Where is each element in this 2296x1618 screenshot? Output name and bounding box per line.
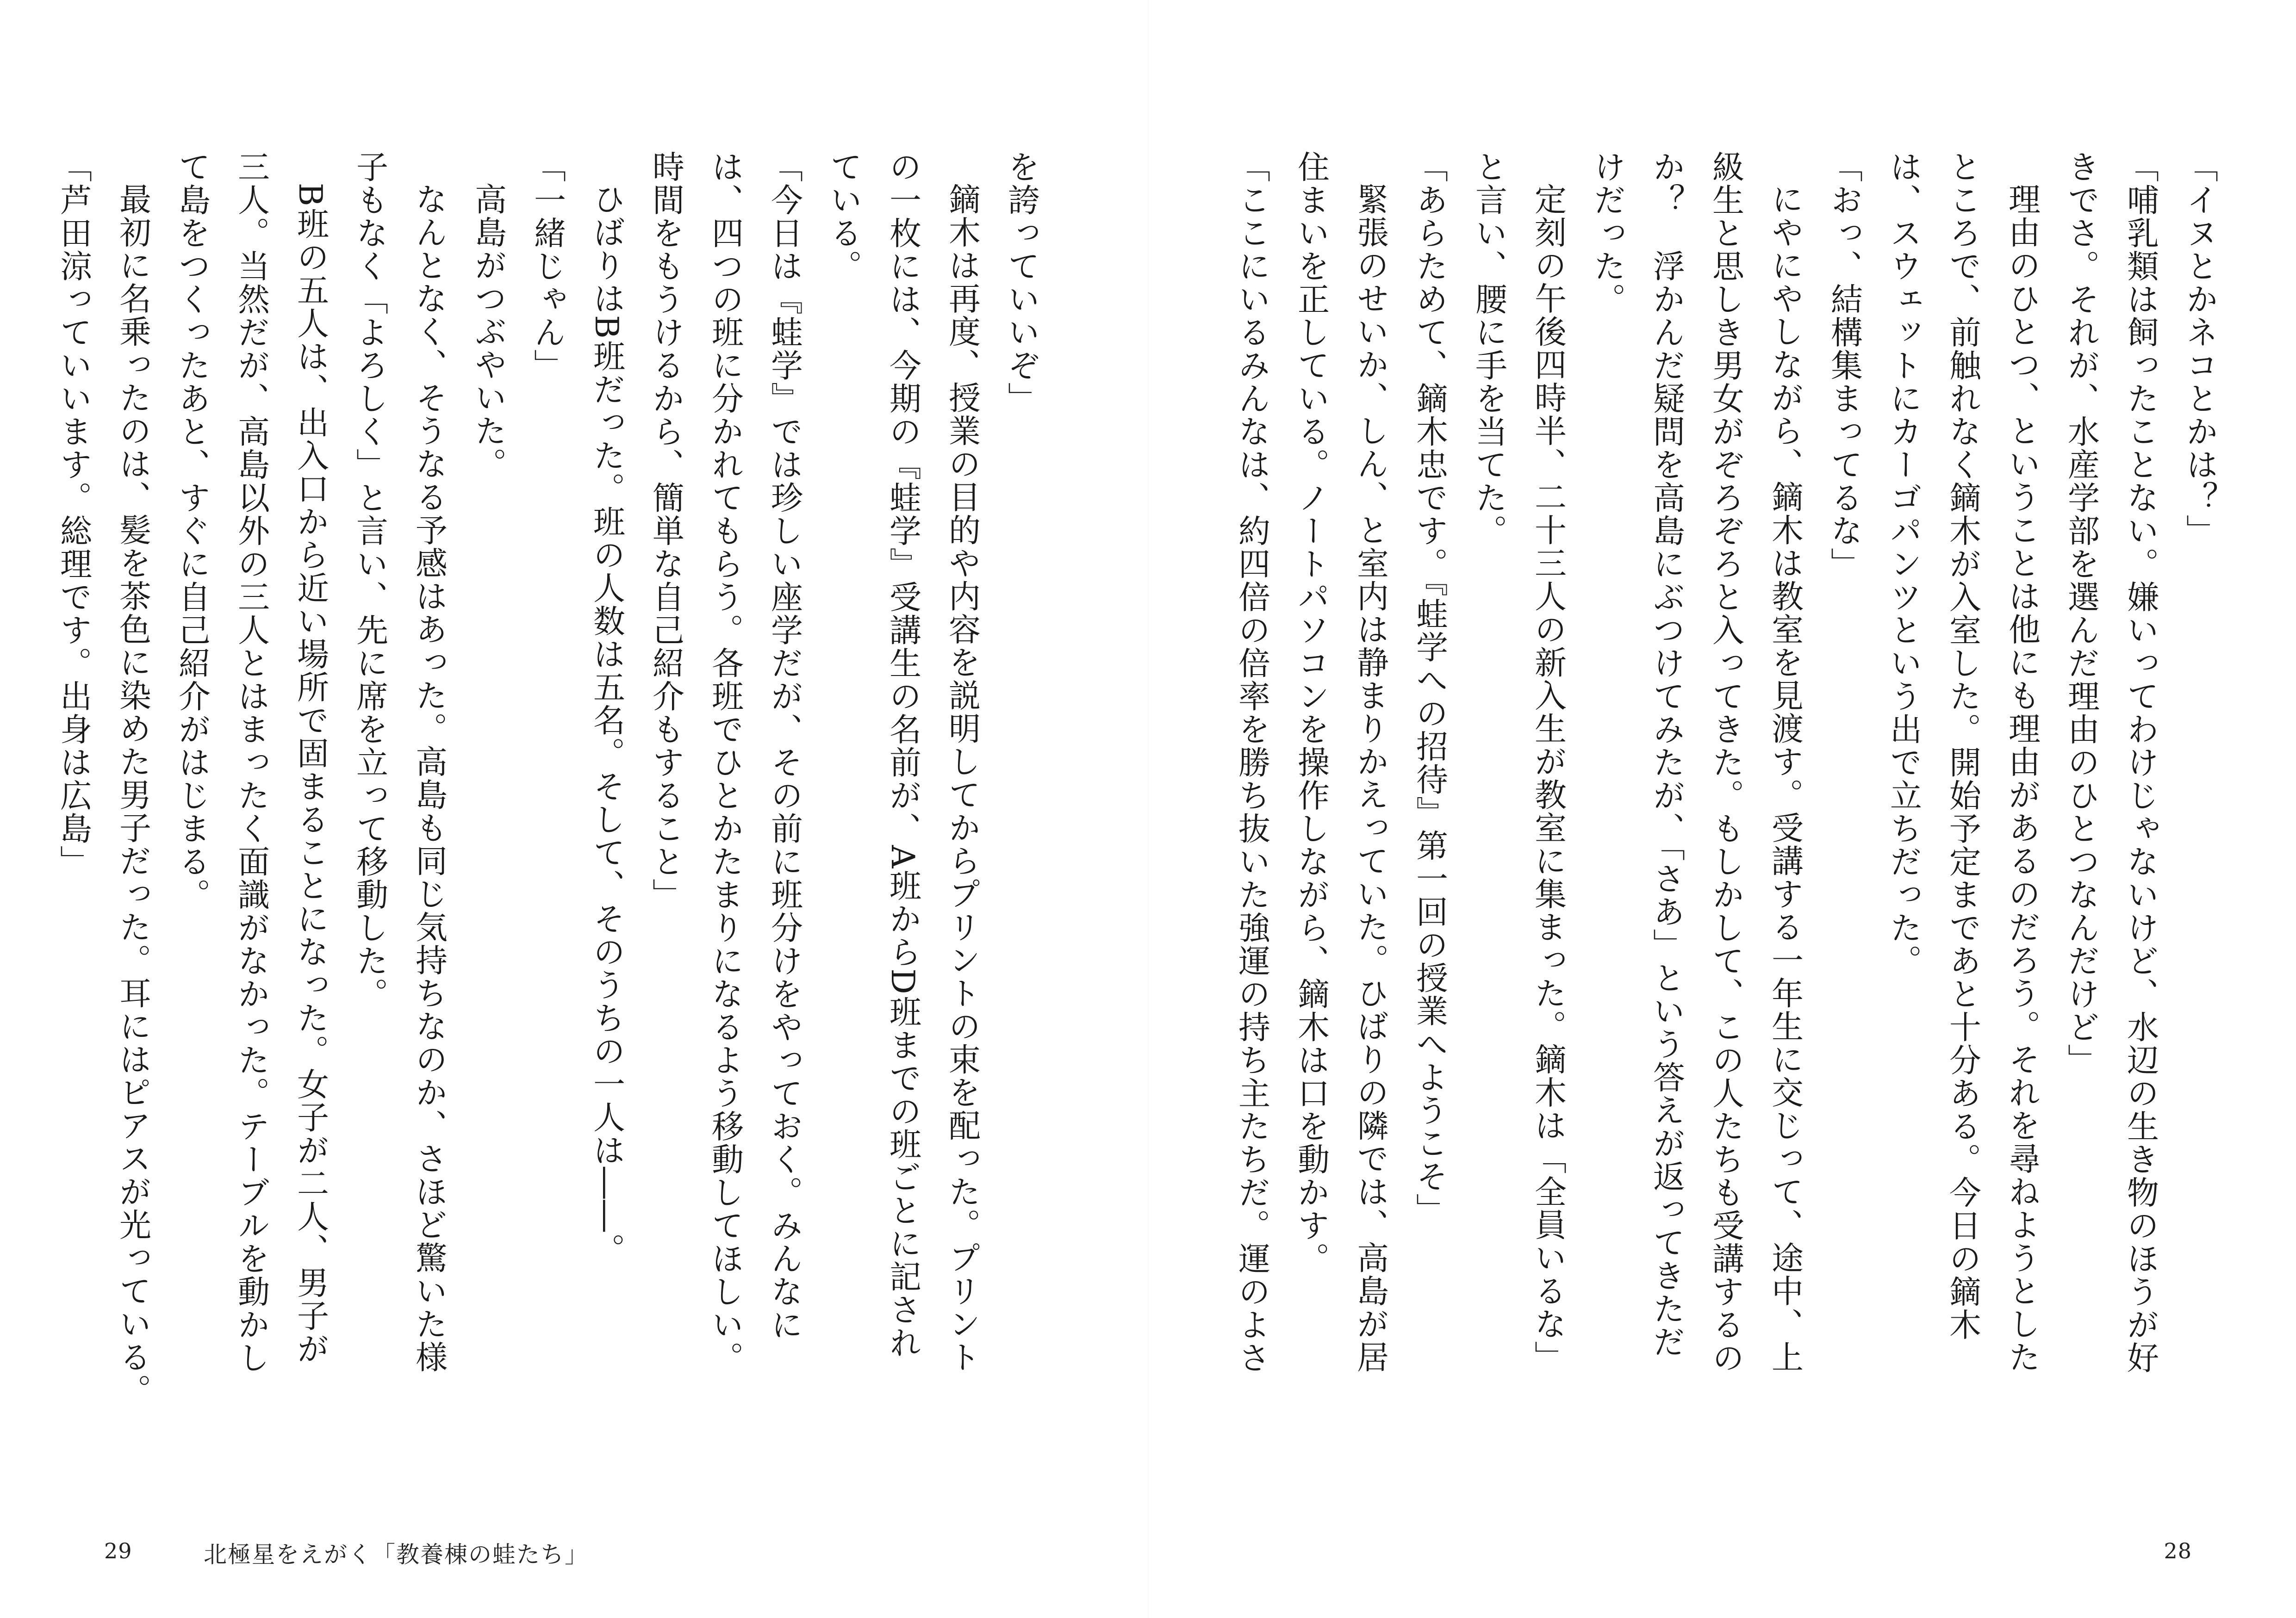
- text-line: は、スウェットにカーゴパンツという出で立ちだった。: [1885, 150, 1922, 978]
- text-line: ひばりはB班だった。班の人数は五名。そして、そのうちの一人は――。: [588, 183, 625, 1266]
- text-line: 「哺乳類は飼ったことない。嫌いってわけじゃないけど、水辺の生き物のほうが好: [2122, 150, 2159, 1375]
- text-line: 緊張のせいか、しん、と室内は静まりかえっていた。ひばりの隣では、高島が居: [1351, 183, 1388, 1374]
- text-line: 「一緒じゃん」: [529, 150, 566, 382]
- text-line: 「今日は『蛙学』では珍しい座学だが、その前に班分けをやっておく。みんなに: [765, 150, 803, 1341]
- text-line: にやにやしながら、鏑木は教室を見渡す。受講する一年生に交じって、途中、上: [1766, 183, 1803, 1374]
- page-28: [1148, 0, 2296, 1618]
- text-line: 「あらためて、鏑木忠です。『蛙学への招待』第一回の授業へようこそ」: [1411, 150, 1448, 1226]
- text-line: 理由のひとつ、ということは他にも理由があるのだろう。それを尋ねようとした: [2003, 183, 2040, 1374]
- text-line: けだった。: [1588, 150, 1625, 316]
- text-line: きでさ。それが、水産学部を選んだ理由のひとつなんだけど」: [2062, 150, 2099, 1077]
- text-line: B班の五人は、出入口から近い場所で固まることになった。女子が二人、男子が: [292, 183, 329, 1365]
- text-line: ところで、前触れなく鏑木が入室した。開始予定まであと十分ある。今日の鏑木: [1944, 150, 1981, 1341]
- page-number: 28: [2164, 1538, 2192, 1563]
- text-line: 最初に名乗ったのは、髪を茶色に染めた男子だった。耳にはピアスが光っている。: [114, 183, 151, 1407]
- text-line: 「おっ、結構集まってるな」: [1825, 150, 1862, 581]
- text-line: と言い、腰に手を当てた。: [1470, 150, 1507, 547]
- text-line: なんとなく、そうなる予感はあった。高島も同じ気持ちなのか、さほど驚いた様: [410, 183, 447, 1374]
- running-title: 北極星をえがく「教養棟の蛙たち」: [204, 1541, 589, 1568]
- text-line: は、四つの班に分かれてもらう。各班でひとかたまりになるよう移動してほしい。: [706, 150, 743, 1375]
- body-text-left: [55, 150, 1051, 1511]
- text-line: ている。: [825, 150, 862, 283]
- text-line: 「ここにいるみんなは、約四倍の倍率を勝ち抜いた強運の持ち主たちだ。運のよさ: [1233, 150, 1270, 1375]
- text-line: て島をつくったあと、すぐに自己紹介がはじまる。: [173, 150, 210, 911]
- text-line: 時間をもうけるから、簡単な自己紹介もすること」: [647, 150, 684, 911]
- text-line: 級生と思しき男女がぞろぞろと入ってきた。もしかして、この人たちも受講するの: [1707, 150, 1744, 1375]
- text-line: 高島がつぶやいた。: [469, 183, 506, 481]
- body-text-right: [1233, 150, 2229, 1511]
- text-line: 子もなく「よろしく」と言い、先に席を立って移動した。: [351, 150, 388, 1010]
- text-line: 「芦田涼っていいます。総理です。出身は広島」: [55, 150, 92, 878]
- text-line: 定刻の午後四時半、二十三人の新入生が教室に集まった。鏑木は「全員いるな」: [1529, 183, 1566, 1374]
- text-line: か？ 浮かんだ疑問を高島にぶつけてみたが、「さあ」という答えが返ってきただ: [1648, 150, 1685, 1358]
- text-line: 「イヌとかネコとかは？」: [2181, 150, 2218, 547]
- page-number: 29: [104, 1538, 132, 1563]
- text-line: 鏑木は再度、授業の目的や内容を説明してからプリントの束を配った。プリント: [943, 183, 980, 1374]
- text-line: 三人。当然だが、高島以外の三人とはまったく面識がなかった。テーブルを動かし: [232, 150, 269, 1375]
- text-line: 住まいを正している。ノートパソコンを操作しながら、鏑木は口を動かす。: [1292, 150, 1329, 1275]
- text-line: の一枚には、今期の『蛙学』受講生の名前が、A班からD班までの班ごとに記され: [884, 150, 921, 1359]
- text-line: を誇っていいぞ」: [1002, 150, 1039, 415]
